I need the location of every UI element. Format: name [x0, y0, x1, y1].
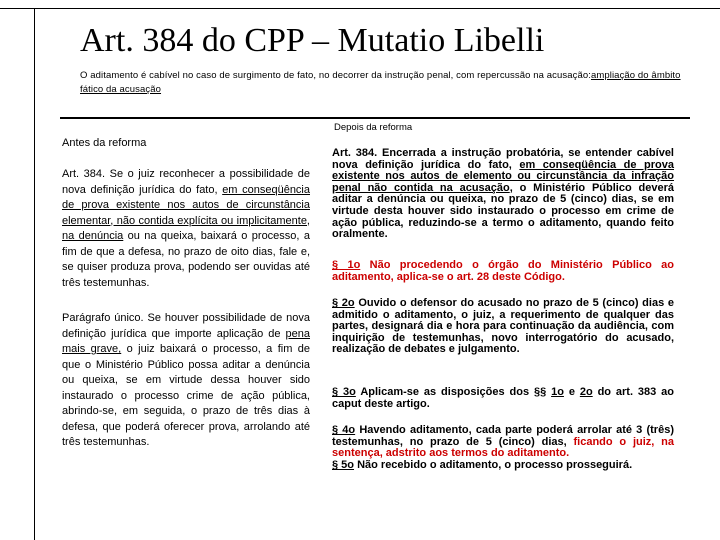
old-article-text-end: ou na queixa, baixará o processo, a fim de que a defesa, no prazo de oito dias, fale e, se quiser produza prova, podendo ser ouvidas até três testemunhas. — [62, 230, 310, 289]
new-paragraph-5 — [332, 460, 674, 472]
old-article-text: Art. 384. Se o juiz reconhecer a possibilidade de nova definição jurídica do fato, — [62, 168, 310, 196]
new-paragraph-2 — [332, 298, 674, 356]
paragraph-3-ref-a: 1o — [551, 386, 564, 398]
before-reform-heading: Antes da reforma — [62, 137, 147, 149]
subtitle-underlined: ampliação do âmbito fático da acusação — [80, 70, 681, 95]
frame-left-line — [34, 8, 35, 540]
paragraph-3-text-c: do art. 383 ao caput deste artigo. — [332, 386, 674, 410]
slide-subtitle — [80, 69, 690, 97]
new-paragraph-3 — [332, 387, 674, 410]
old-article-underlined: em conseqüência de prova existente nos autos de circunstância elementar, não contida explícita ou implicitamente, na denúncia — [62, 183, 310, 242]
paragraph-4-text: Havendo aditamento, cada parte poderá arrolar até 3 (três) testemunhas, no prazo de 5 (cinco) dias, — [332, 424, 674, 448]
paragraph-2-text: Ouvido o defensor do acusado no prazo de 5 (cinco) dias e admitido o aditamento, o juiz, a requerimento de qualquer das partes, designará dia e hora para continuação da audiência, com inquirição de testemunhas, novo interrogatório do acusado, realização de debates e julgamento. — [332, 297, 675, 356]
paragraph-2-ref: § 2o — [332, 297, 355, 309]
paragraph-4-highlight: ficando o juiz, na sentença, adstrito aos termos do aditamento. — [332, 435, 674, 460]
paragraph-3-ref: § 3o — [332, 386, 356, 398]
new-paragraph-1 — [332, 260, 674, 283]
paragraph-4-ref: § 4o — [332, 424, 356, 436]
paragraph-1-text: Não procedendo o órgão do Ministério Público ao aditamento, aplica-se o art. 28 deste Código. — [332, 259, 675, 283]
new-article-underlined: em conseqüência de prova existente nos autos de elemento ou circunstância da infração penal não contida na acusação — [332, 158, 674, 194]
new-paragraphs-4-5 — [332, 425, 674, 471]
old-sole-text: Parágrafo único. Se houver possibilidade de nova definição jurídica que importe aplicação de — [62, 312, 310, 340]
paragraph-5-text: Não recebido o aditamento, o processo prosseguirá. — [354, 458, 633, 471]
divider-rule — [60, 117, 690, 119]
old-sole-underlined: pena mais grave, — [62, 327, 310, 355]
paragraph-5-ref: § 5o — [332, 458, 355, 471]
paragraph-3-ref-b: 2o — [579, 386, 593, 398]
after-reform-heading: Depois da reforma — [334, 122, 413, 133]
subtitle-text: O aditamento é cabível no caso de surgimento de fato, no decorrer da instrução penal, com repercussão na acusação: — [80, 70, 591, 81]
paragraph-3-text-b: e — [563, 386, 580, 398]
paragraph-1-ref: § 1o — [332, 259, 361, 271]
frame-top-line — [0, 8, 720, 9]
paragraph-3-text-a: Aplicam-se as disposições dos §§ — [355, 386, 552, 398]
new-article-paragraph — [332, 148, 674, 241]
old-sole-text-end: o juiz baixará o processo, a fim de que o Ministério Público possa aditar a denúncia ou queixa, se em virtude dessa houver sido instaurado o processo crime de ação pública, abrindo-se, em seguida, o prazo de três dias à defesa, que poderá oferecer prova, arrolando até três testemunhas. — [62, 343, 310, 448]
old-sole-paragraph — [62, 311, 310, 451]
old-article-paragraph — [62, 167, 310, 291]
new-article-text-end: , o Ministério Público deverá aditar a denúncia ou queixa, no prazo de 5 (cinco) dias, se em virtude desta houver sido instaurado o processo em crime de ação pública, reduzindo-se a termo o aditamento, quando feito oralmente. — [332, 181, 674, 241]
slide-title: Art. 384 do CPP – Mutatio Libelli — [80, 22, 545, 59]
new-article-text: Art. 384. Encerrada a instrução probatória, se entender cabível nova definição jurídica do fato, — [332, 147, 674, 171]
new-paragraph-4 — [332, 425, 674, 460]
